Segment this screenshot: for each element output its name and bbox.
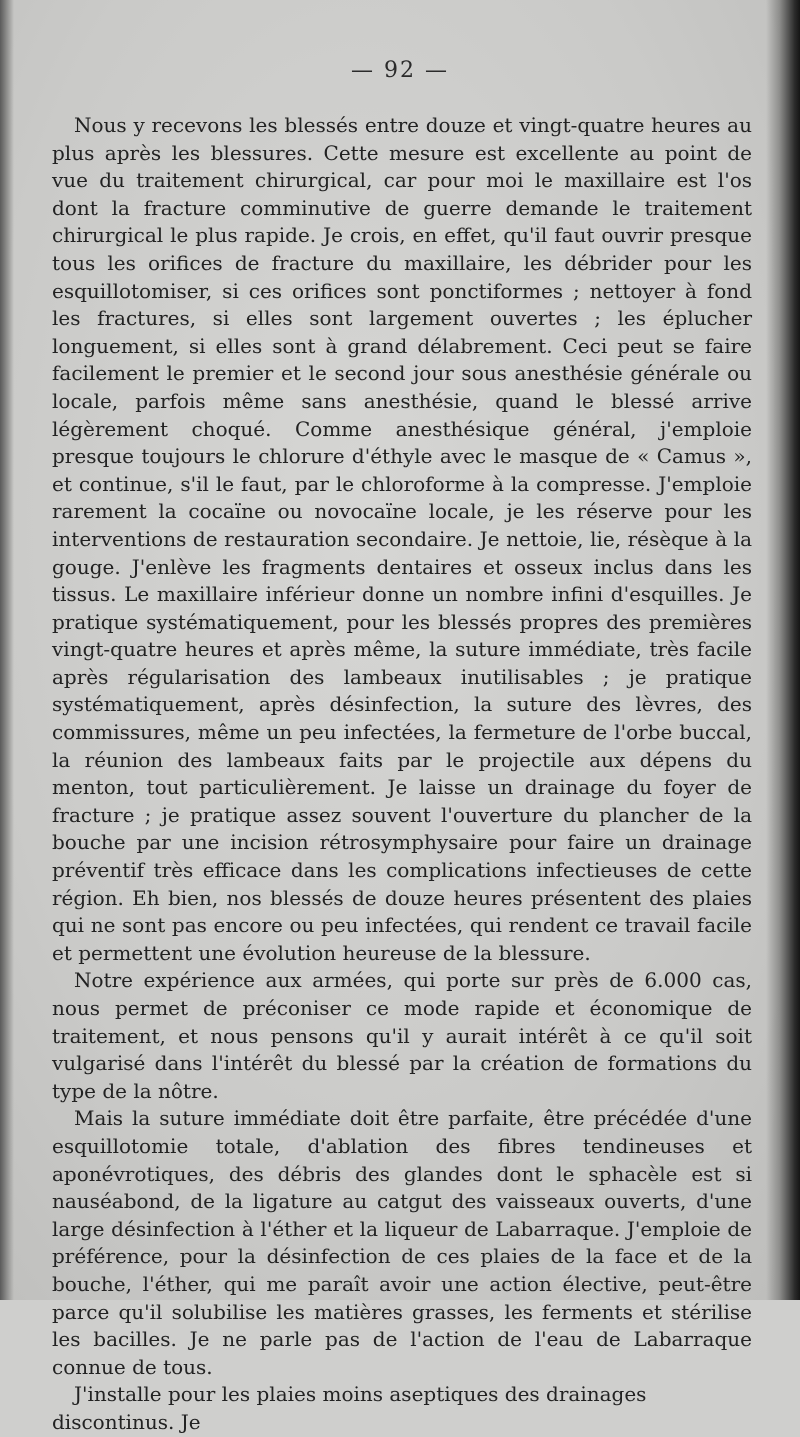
paragraph-1: Nous y recevons les blessés entre douze et vingt-quatre heures au plus après les blessures. Cette mesure est excellente au point de vue du traitement chirurgical, car pour moi le maxillaire est l'os dont la fracture comminutive de guerre demande le traitement chirurgical le plus rapide. Je crois, en effet, qu'il faut ouvrir presque tous les orifices de fracture du maxillaire, les débrider pour les esquillotomiser, si ces orifices sont ponctiformes ; nettoyer à fond les fractures, si elles sont largement ouvertes ; les éplucher longuement, si elles sont à grand délabrement. Ceci peut se faire facilement le premier et le second jour sous anesthésie générale ou locale, parfois même sans anesthésie, quand le blessé arrive légèrement choqué. Comme anesthésique général, j'emploie presque toujours le chlorure d'éthyle avec le masque de « Camus », et continue, s'il le faut, par le chloroforme à la compresse. J'emploie rarement la cocaïne ou novocaïne locale, je les réserve pour les interventions de restauration secondaire. Je nettoie, lie, résèque à la gouge. J'enlève les fragments dentaires et osseux inclus dans les tissus. Le maxillaire inférieur donne un nombre infini d'esquilles. Je pratique systématiquement, pour les blessés propres des premières vingt-quatre heures et après même, la suture immédiate, très facile après régularisation des lambeaux inutilisables ; je pratique systématiquement, après désinfection, la suture des lèvres, des commissures, même un peu infectées, la fermeture de l'orbe buccal, la réunion des lambeaux faits par le projectile aux dépens du menton, tout particulièrement. Je laisse un drainage du foyer de fracture ; je pratique assez souvent l'ouverture du plancher de la bouche par une incision rétrosymphysaire pour faire un drainage préventif très efficace dans les complications infectieuses de cette région. Eh bien, nos blessés de douze heures présentent des plaies qui ne sont pas encore ou peu infectées, qui rendent ce travail facile et permettent une évolution heureuse de la blessure. bbox=[52, 113, 752, 965]
body-text bbox=[52, 112, 752, 1437]
paragraph-3: Mais la suture immédiate doit être parfaite, être précédée d'une esquillotomie totale, d'ablation des fibres tendineuses et aponévrotiques, des débris des glandes dont le sphacèle est si nauséabond, de la ligature au catgut des vaisseaux ouverts, d'une large désinfection à l'éther et la liqueur de Labarraque. J'emploie de préférence, pour la désinfection de ces plaies de la face et de la bouche, l'éther, qui me paraît avoir une action élective, peut-être parce qu'il solubilise les matières grasses, les ferments et stérilise les bacilles. Je ne parle pas de l'action de l'eau de Labarraque connue de tous. bbox=[52, 1106, 752, 1379]
paragraph-4: J'installe pour les plaies moins aseptiques des drainages discontinus. Je bbox=[52, 1382, 647, 1434]
page-number: — 92 — bbox=[351, 58, 449, 83]
paragraph-2: Notre expérience aux armées, qui porte sur près de 6.000 cas, nous permet de préconiser ce mode rapide et économique de traitement, et nous pensons qu'il y aurait intérêt à ce qu'il soit vulgarisé dans l'intérêt du blessé par la création de formations du type de la nôtre. bbox=[52, 968, 752, 1103]
